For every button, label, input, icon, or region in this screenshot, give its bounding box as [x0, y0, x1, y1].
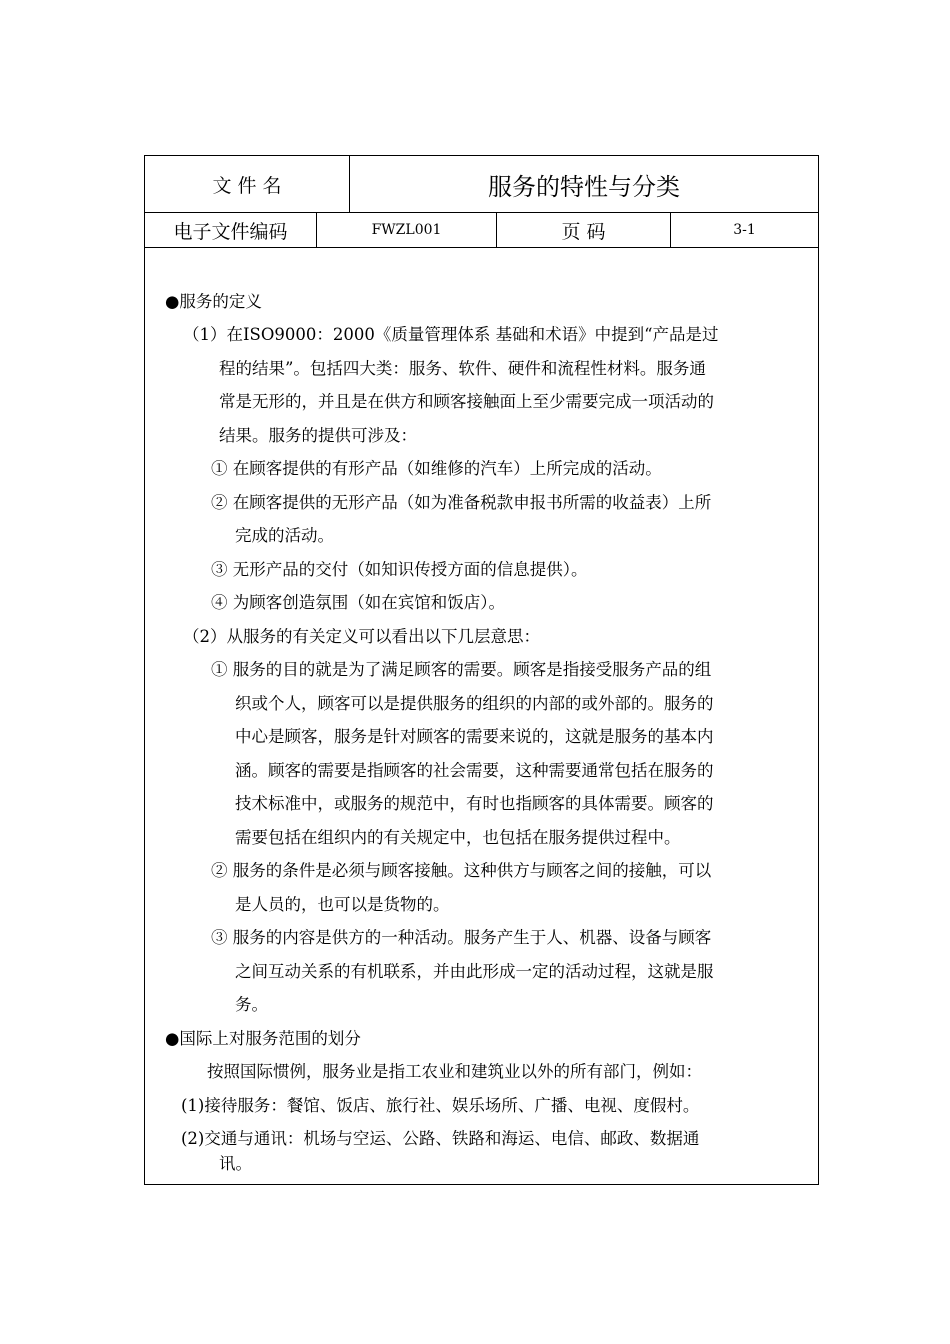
list-item: (1)接待服务：餐馆、饭店、旅行社、娱乐场所、广播、电视、度假村。 [181, 1096, 700, 1115]
list-item: ① 在顾客提供的有形产品（如维修的汽车）上所完成的活动。 [211, 459, 662, 478]
list-item-continuation: 讯。 [219, 1154, 252, 1173]
code-value: FWZL001 [317, 213, 497, 247]
list-item-continuation: 织或个人，顾客可以是提供服务的组织的内部的或外部的。服务的 [235, 694, 714, 713]
section-heading-scope: ●国际上对服务范围的划分 [165, 1029, 361, 1048]
list-item-continuation: 完成的活动。 [235, 526, 334, 545]
paragraph-line: （1）在ISO9000：2000《质量管理体系 基础和术语》中提到“产品是过 [183, 325, 719, 344]
list-item-continuation: 是人员的，也可以是货物的。 [235, 895, 450, 914]
list-item-continuation: 务。 [235, 995, 268, 1014]
paragraph-line: 按照国际惯例，服务业是指工农业和建筑业以外的所有部门，例如： [207, 1062, 702, 1081]
list-item: ② 服务的条件是必须与顾客接触。这种供方与顾客之间的接触，可以 [211, 861, 712, 880]
header-row-title [145, 156, 818, 213]
list-item: (2)交通与通讯：机场与空运、公路、铁路和海运、电信、邮政、数据通 [181, 1129, 700, 1148]
paragraph-line: 程的结果”。包括四大类：服务、软件、硬件和流程性材料。服务通 [219, 359, 706, 378]
document-title: 服务的特性与分类 [488, 172, 680, 201]
list-item: ③ 服务的内容是供方的一种活动。服务产生于人、机器、设备与顾客 [211, 928, 712, 947]
list-item: ④ 为顾客创造氛围（如在宾馆和饭店）。 [211, 593, 505, 612]
page-label: 页 码 [497, 213, 671, 247]
list-item-continuation: 涵。顾客的需要是指顾客的社会需要，这种需要通常包括在服务的 [235, 761, 714, 780]
header-row-meta [145, 213, 818, 248]
list-item: ③ 无形产品的交付（如知识传授方面的信息提供）。 [211, 560, 588, 579]
list-item-continuation: 之间互动关系的有机联系，并由此形成一定的活动过程，这就是服 [235, 962, 714, 981]
section-heading-definition: ●服务的定义 [165, 292, 262, 311]
page-value: 3-1 [733, 222, 756, 238]
file-name-label: 文 件 名 [145, 156, 350, 212]
list-item-continuation: 中心是顾客，服务是针对顾客的需要来说的，这就是服务的基本内 [235, 727, 714, 746]
list-item-continuation: 技术标准中，或服务的规范中，有时也指顾客的具体需要。顾客的 [235, 794, 714, 813]
code-label: 电子文件编码 [145, 213, 317, 247]
paragraph-line: （2）从服务的有关定义可以看出以下几层意思： [183, 627, 540, 646]
paragraph-line: 结果。服务的提供可涉及： [219, 426, 417, 445]
list-item: ① 服务的目的就是为了满足顾客的需要。顾客是指接受服务产品的组 [211, 660, 712, 679]
list-item-continuation: 需要包括在组织内的有关规定中，也包括在服务提供过程中。 [235, 828, 681, 847]
document-frame [144, 155, 819, 1185]
paragraph-line: 常是无形的，并且是在供方和顾客接触面上至少需要完成一项活动的 [219, 392, 714, 411]
document-body [145, 248, 818, 1184]
list-item: ② 在顾客提供的无形产品（如为准备税款申报书所需的收益表）上所 [211, 493, 712, 512]
